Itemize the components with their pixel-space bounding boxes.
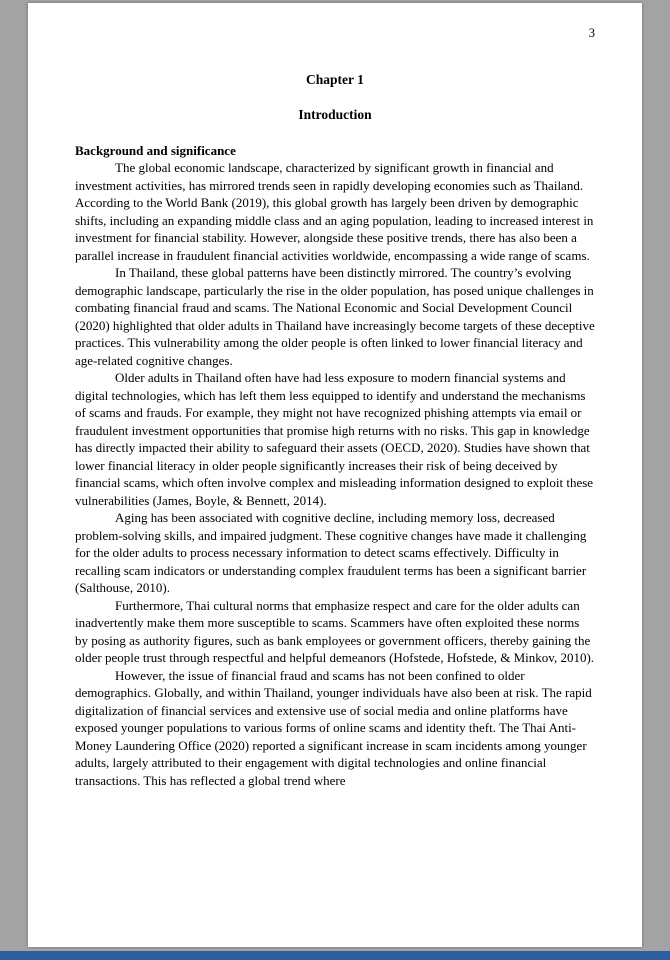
body-paragraph: Older adults in Thailand often have had less exposure to modern financial systems and digital technologies, which has left them less equipped to identify and understand the mechanisms of scams and frauds. For example, they might not have recognized phishing attempts via email or fraudulent investment opportunities that promise high returns with no risks. This gap in knowledge has directly impacted their ability to safeguard their assets (OECD, 2020). Studies have shown that lower financial literacy in older people significantly increases their risk of being deceived by financial scams, which often involve complex and misleading information designed to exploit these vulnerabilities (James, Boyle, & Bennett, 2014). [75, 370, 594, 508]
chapter-title: Chapter 1 [306, 71, 364, 87]
body-paragraph: The global economic landscape, characterized by significant growth in financial and investment activities, has mirrored trends seen in rapidly developing economies such as Thailand. According to the World Bank (2019), this global growth has largely been driven by demographic shifts, including an expanding middle class and an aging population, leading to increased interest in investment for financial stability. However, alongside these positive trends, there has also been a parallel increase in fraudulent financial activities worldwide, encompassing a wide range of scams. [75, 160, 594, 263]
body-paragraph: In Thailand, these global patterns have been distinctly mirrored. The country’s evolving demographic landscape, particularly the rise in the older population, has posed unique challenges in combating financial fraud and scams. The National Economic and Social Development Council (2020) highlighted that older adults in Thailand have increasingly become targets of these deceptive practices. This vulnerability among the older people is often linked to lower financial literacy and age-related cognitive changes. [75, 265, 595, 368]
background-significance-heading: Background and significance [75, 142, 236, 158]
page-number: 3 [588, 26, 595, 40]
body-paragraph: However, the issue of financial fraud and scams has not been confined to older demographics. Globally, and within Thailand, younger individuals have also been at risk. The rapid digitalization of financial services and extensive use of social media and online platforms have exposed younger populations to various forms of online scams and identity theft. The Thai Anti-Money Laundering Office (2020) reported a significant increase in scam incidents among younger adults, largely attributed to their engagement with digital technologies and online financial transactions. This has reflected a global trend where [75, 667, 592, 788]
document-page [28, 3, 642, 947]
body-text [75, 159, 595, 789]
body-paragraph: Furthermore, Thai cultural norms that emphasize respect and care for the older adults can inadvertently make them more susceptible to scams. Scammers have often exploited these norms by posing as authority figures, such as bank employees or government officers, thereby gaining the older people trust through respectful and helpful demeanors (Hofstede, Hofstede, & Minkov, 2010). [75, 597, 595, 665]
bottom-window-edge [0, 951, 670, 960]
section-title: Introduction [298, 107, 372, 122]
body-paragraph: Aging has been associated with cognitive decline, including memory loss, decreased problem-solving skills, and impaired judgment. These cognitive changes have made it challenging for the older adults to process necessary information to detect scams effectively. Difficulty in recalling scam indicators or understanding complex fraudulent terms has been a significant barrier (Salthouse, 2010). [75, 510, 587, 595]
